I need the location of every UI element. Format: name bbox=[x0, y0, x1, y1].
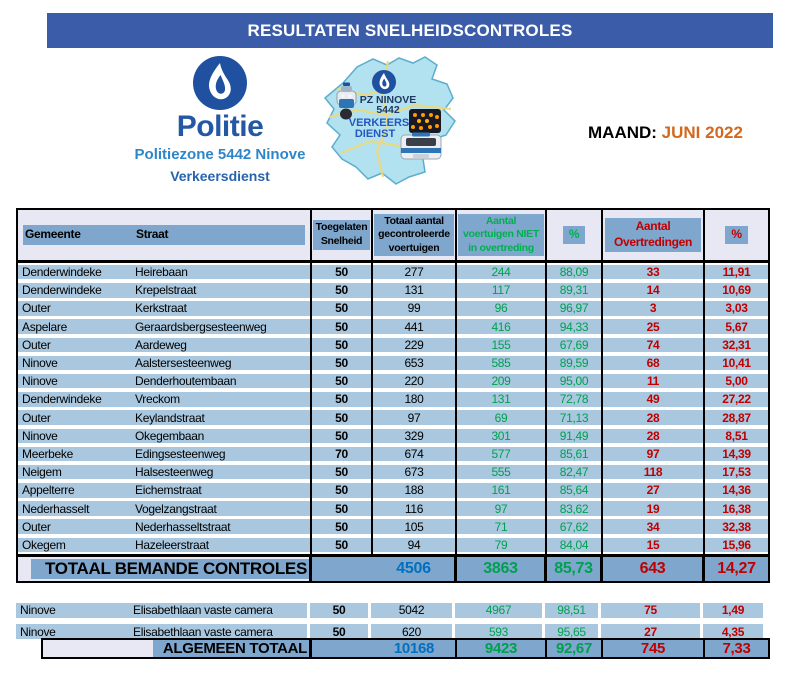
cell-snelheid: 50 bbox=[312, 283, 371, 298]
map-label-dienst: DIENST bbox=[354, 128, 396, 140]
cell-pct-niet: 94,33 bbox=[547, 319, 601, 334]
cell-pct-overtredingen: 11,91 bbox=[705, 265, 768, 280]
bemande-pct-overtredingen-value: 14,27 bbox=[705, 557, 768, 581]
cell-niet-overtreding: 71 bbox=[457, 519, 545, 534]
header-pct-overtredingen: % bbox=[705, 210, 768, 260]
table-row bbox=[18, 390, 768, 408]
cell-straat: Keylandstraat bbox=[135, 410, 205, 425]
cell-pct-niet: 89,59 bbox=[547, 356, 601, 371]
table-body bbox=[18, 263, 768, 554]
cell-overtredingen: 75 bbox=[601, 603, 700, 618]
cell-niet-overtreding: 593 bbox=[455, 624, 542, 639]
bemande-total-label: TOTAAL BEMANDE CONTROLES bbox=[31, 559, 309, 579]
cell-pct-overtredingen: 17,53 bbox=[705, 465, 768, 480]
cell-snelheid: 50 bbox=[312, 392, 371, 407]
cell-pct-overtredingen: 1,49 bbox=[703, 603, 763, 618]
cell-snelheid: 50 bbox=[312, 501, 371, 516]
cell-pct-niet: 82,47 bbox=[547, 465, 601, 480]
period-value: JUNI 2022 bbox=[661, 123, 743, 142]
map-label-pz: PZ NINOVE bbox=[359, 94, 417, 106]
cell-straat: Aardeweg bbox=[135, 337, 187, 352]
table-row bbox=[18, 318, 768, 336]
cell-pct-overtredingen: 32,38 bbox=[705, 519, 768, 534]
cell-gemeente: Denderwindeke bbox=[22, 392, 102, 407]
cell-gemeente: Ninove bbox=[22, 428, 58, 443]
cell-straat: Krepelstraat bbox=[135, 283, 197, 298]
cell-pct-niet: 91,49 bbox=[547, 429, 601, 444]
table-row bbox=[18, 263, 768, 281]
cell-snelheid: 50 bbox=[312, 410, 371, 425]
cell-niet-overtreding: 244 bbox=[457, 265, 545, 280]
cell-pct-overtredingen: 3,03 bbox=[705, 301, 768, 316]
cell-overtredingen: 118 bbox=[603, 465, 703, 480]
cell-straat: Heirebaan bbox=[135, 265, 188, 280]
cell-gemeente: Appelterre bbox=[22, 483, 75, 498]
cell-niet-overtreding: 4967 bbox=[455, 603, 542, 618]
cell-pct-overtredingen: 10,41 bbox=[705, 356, 768, 371]
cell-totaal: 188 bbox=[373, 483, 455, 498]
cell-gemeente: Ninove bbox=[20, 603, 56, 617]
header-pct-niet: % bbox=[547, 210, 603, 260]
cell-overtredingen: 34 bbox=[603, 519, 703, 534]
cell-totaal: 5042 bbox=[371, 603, 452, 618]
cell-niet-overtreding: 117 bbox=[457, 283, 545, 298]
cell-gemeente: Okegem bbox=[22, 537, 66, 552]
table-row bbox=[18, 427, 768, 445]
cell-gemeente: Denderwindeke bbox=[22, 283, 102, 298]
header-aantal-overtredingen: Aantal Overtredingen bbox=[603, 210, 705, 260]
bemande-total-label-cell bbox=[18, 557, 312, 581]
cell-straat: Eichemstraat bbox=[135, 483, 202, 498]
cell-pct-overtredingen: 16,38 bbox=[705, 501, 768, 516]
cell-snelheid: 50 bbox=[312, 538, 371, 553]
table-header-row bbox=[18, 210, 768, 263]
cell-straat: Elisabethlaan vaste camera bbox=[133, 624, 273, 639]
cell-pct-niet: 67,69 bbox=[547, 338, 601, 353]
cell-pct-niet: 95,65 bbox=[545, 624, 598, 639]
cell-snelheid: 70 bbox=[312, 447, 371, 462]
cell-niet-overtreding: 155 bbox=[457, 338, 545, 353]
bemande-niet-value: 3863 bbox=[457, 557, 547, 581]
cell-straat: Elisabethlaan vaste camera bbox=[133, 603, 273, 617]
algemeen-empty-cell bbox=[312, 640, 373, 657]
cell-pct-overtredingen: 27,22 bbox=[705, 392, 768, 407]
cell-pct-overtredingen: 4,35 bbox=[703, 624, 763, 639]
cell-totaal: 94 bbox=[373, 538, 455, 553]
table-row bbox=[18, 409, 768, 427]
cell-overtredingen: 14 bbox=[603, 283, 703, 298]
cell-straat: Aalstersesteenweg bbox=[135, 356, 232, 371]
cell-totaal: 620 bbox=[371, 624, 452, 639]
algemeen-niet-value: 9423 bbox=[457, 640, 547, 657]
cell-overtredingen: 33 bbox=[603, 265, 703, 280]
cell-straat: Denderhoutembaan bbox=[135, 374, 237, 389]
bemande-total-row bbox=[18, 554, 768, 581]
cell-overtredingen: 49 bbox=[603, 392, 703, 407]
results-table bbox=[16, 208, 770, 583]
algemeen-pct-niet-value: 92,67 bbox=[547, 640, 603, 657]
cell-pct-overtredingen: 28,87 bbox=[705, 410, 768, 425]
header-gemeente: Gemeente bbox=[25, 227, 81, 242]
map-label-verkeers: VERKEERS bbox=[348, 117, 410, 129]
cell-pct-niet: 89,31 bbox=[547, 283, 601, 298]
header-niet-in-overtreding: Aantal voertuigen NIET in overtreding bbox=[457, 210, 547, 260]
cell-straat: Nederhasseltstraat bbox=[135, 519, 231, 534]
cell-straat: Vreckom bbox=[135, 392, 180, 407]
cell-pct-niet: 84,04 bbox=[547, 538, 601, 553]
header-gemeente-straat bbox=[18, 210, 312, 260]
algemeen-total-label: ALGEMEEN TOTAAL bbox=[153, 640, 309, 657]
cell-pct-niet: 85,64 bbox=[547, 483, 601, 498]
cell-pct-overtredingen: 14,39 bbox=[705, 447, 768, 462]
cell-pct-niet: 98,51 bbox=[545, 603, 598, 618]
bemande-totaal-value: 4506 bbox=[373, 557, 457, 581]
cell-overtredingen: 27 bbox=[603, 483, 703, 498]
brand-department: Verkeersdienst bbox=[170, 168, 270, 184]
brand-zone: Politiezone 5442 Ninove bbox=[134, 146, 306, 163]
cell-overtredingen: 27 bbox=[601, 624, 700, 639]
cell-straat: Geraardsbergsesteenweg bbox=[135, 319, 267, 334]
police-car-image bbox=[401, 133, 441, 160]
cell-niet-overtreding: 79 bbox=[457, 538, 545, 553]
cell-gemeente: Outer bbox=[22, 337, 51, 352]
cell-pct-niet: 71,13 bbox=[547, 410, 601, 425]
cell-straat: Okegembaan bbox=[135, 428, 205, 443]
cell-gemeente: Denderwindeke bbox=[22, 265, 102, 280]
cell-gemeente: Meerbeke bbox=[22, 446, 73, 461]
cell-gemeente: Ninove bbox=[20, 624, 56, 639]
cell-snelheid: 50 bbox=[310, 624, 368, 639]
table-row bbox=[18, 354, 768, 372]
cell-gemeente: Neigem bbox=[22, 465, 62, 480]
cell-overtredingen: 15 bbox=[603, 538, 703, 553]
cell-snelheid: 50 bbox=[312, 483, 371, 498]
cell-overtredingen: 11 bbox=[603, 374, 703, 389]
cell-straat: Edingsesteenweg bbox=[135, 446, 226, 461]
cell-niet-overtreding: 161 bbox=[457, 483, 545, 498]
cell-overtredingen: 28 bbox=[603, 410, 703, 425]
cell-straat: Halsesteenweg bbox=[135, 465, 214, 480]
cell-pct-niet: 96,97 bbox=[547, 301, 601, 316]
brand-name: Politie bbox=[176, 110, 264, 143]
table-row bbox=[18, 481, 768, 499]
cell-snelheid: 50 bbox=[312, 265, 371, 280]
table-row bbox=[16, 601, 770, 619]
speed-sign-matrix-image bbox=[409, 109, 441, 133]
cell-totaal: 653 bbox=[373, 356, 455, 371]
cell-snelheid: 50 bbox=[312, 338, 371, 353]
header-totaal-gecontroleerd: Totaal aantal gecontroleerde voertuigen bbox=[373, 210, 457, 260]
algemeen-overtredingen-value: 745 bbox=[603, 640, 705, 657]
cell-totaal: 131 bbox=[373, 283, 455, 298]
bemande-pct-niet-value: 85,73 bbox=[547, 557, 603, 581]
cell-niet-overtreding: 69 bbox=[457, 410, 545, 425]
table-row bbox=[18, 499, 768, 517]
cell-overtredingen: 68 bbox=[603, 356, 703, 371]
table-row bbox=[18, 281, 768, 299]
cell-gemeente: Ninove bbox=[22, 356, 58, 371]
cell-niet-overtreding: 97 bbox=[457, 501, 545, 516]
bemande-empty-cell bbox=[312, 557, 373, 581]
cell-overtredingen: 19 bbox=[603, 501, 703, 516]
cell-straat: Hazeleerstraat bbox=[135, 537, 209, 552]
cell-totaal: 99 bbox=[373, 301, 455, 316]
cell-niet-overtreding: 96 bbox=[457, 301, 545, 316]
cell-overtredingen: 3 bbox=[603, 301, 703, 316]
cell-snelheid: 50 bbox=[312, 519, 371, 534]
table-row bbox=[18, 463, 768, 481]
cell-totaal: 116 bbox=[373, 501, 455, 516]
cell-niet-overtreding: 131 bbox=[457, 392, 545, 407]
cell-gemeente: Nederhasselt bbox=[22, 501, 90, 516]
table-row bbox=[18, 518, 768, 536]
header-straat: Straat bbox=[136, 227, 169, 242]
cell-snelheid: 50 bbox=[312, 356, 371, 371]
cell-straat: Kerkstraat bbox=[135, 301, 187, 316]
period-label: MAAND: bbox=[588, 123, 657, 142]
ninove-map-image bbox=[313, 55, 463, 187]
cell-snelheid: 50 bbox=[312, 319, 371, 334]
table-row bbox=[18, 536, 768, 554]
page-title bbox=[47, 13, 773, 48]
cell-totaal: 329 bbox=[373, 429, 455, 444]
cell-totaal: 180 bbox=[373, 392, 455, 407]
map-label-5442: 5442 bbox=[376, 104, 400, 116]
period bbox=[588, 123, 783, 143]
cell-snelheid: 50 bbox=[312, 301, 371, 316]
cell-totaal: 220 bbox=[373, 374, 455, 389]
cell-totaal: 229 bbox=[373, 338, 455, 353]
cell-pct-overtredingen: 8,51 bbox=[705, 429, 768, 444]
algemeen-pct-overtredingen-value: 7,33 bbox=[705, 640, 768, 657]
page-title-text: RESULTATEN SNELHEIDSCONTROLES bbox=[247, 20, 573, 40]
cell-snelheid: 50 bbox=[310, 603, 368, 618]
cell-pct-niet: 95,00 bbox=[547, 374, 601, 389]
header-toegelaten-snelheid: Toegelaten Snelheid bbox=[312, 210, 373, 260]
cell-totaal: 673 bbox=[373, 465, 455, 480]
pz-badge bbox=[372, 70, 396, 94]
cell-niet-overtreding: 577 bbox=[457, 447, 545, 462]
cell-pct-overtredingen: 14,36 bbox=[705, 483, 768, 498]
algemeen-total-label-cell bbox=[43, 640, 312, 657]
cell-niet-overtreding: 416 bbox=[457, 319, 545, 334]
camera-rows bbox=[16, 601, 770, 641]
table-row bbox=[18, 372, 768, 390]
cell-niet-overtreding: 555 bbox=[457, 465, 545, 480]
cell-pct-overtredingen: 5,00 bbox=[705, 374, 768, 389]
cell-totaal: 277 bbox=[373, 265, 455, 280]
cell-niet-overtreding: 209 bbox=[457, 374, 545, 389]
cell-gemeente: Outer bbox=[22, 519, 51, 534]
cell-pct-niet: 67,62 bbox=[547, 519, 601, 534]
cell-totaal: 441 bbox=[373, 319, 455, 334]
politie-logo-icon bbox=[193, 56, 247, 110]
cell-pct-overtredingen: 15,96 bbox=[705, 538, 768, 553]
algemeen-totaal-value: 10168 bbox=[373, 640, 457, 657]
cell-overtredingen: 97 bbox=[603, 447, 703, 462]
cell-overtredingen: 74 bbox=[603, 338, 703, 353]
table-row bbox=[18, 336, 768, 354]
cell-pct-overtredingen: 10,69 bbox=[705, 283, 768, 298]
cell-pct-overtredingen: 5,67 bbox=[705, 319, 768, 334]
cell-overtredingen: 28 bbox=[603, 429, 703, 444]
cell-niet-overtreding: 585 bbox=[457, 356, 545, 371]
cell-snelheid: 50 bbox=[312, 374, 371, 389]
cell-gemeente: Outer bbox=[22, 410, 51, 425]
cell-overtredingen: 25 bbox=[603, 319, 703, 334]
cell-straat: Vogelzangstraat bbox=[135, 501, 217, 516]
cell-pct-niet: 72,78 bbox=[547, 392, 601, 407]
algemeen-total-row bbox=[41, 638, 770, 659]
cell-totaal: 97 bbox=[373, 410, 455, 425]
cell-gemeente: Ninove bbox=[22, 374, 58, 389]
cell-gemeente: Aspelare bbox=[22, 319, 67, 334]
bemande-overtredingen-value: 643 bbox=[603, 557, 705, 581]
cell-pct-niet: 83,62 bbox=[547, 501, 601, 516]
cell-totaal: 105 bbox=[373, 519, 455, 534]
cell-snelheid: 50 bbox=[312, 429, 371, 444]
table-row bbox=[18, 445, 768, 463]
cell-pct-niet: 88,09 bbox=[547, 265, 601, 280]
cell-snelheid: 50 bbox=[312, 465, 371, 480]
cell-pct-overtredingen: 32,31 bbox=[705, 338, 768, 353]
table-row bbox=[18, 299, 768, 317]
cell-pct-niet: 85,61 bbox=[547, 447, 601, 462]
cell-gemeente: Outer bbox=[22, 301, 51, 316]
cell-totaal: 674 bbox=[373, 447, 455, 462]
cell-niet-overtreding: 301 bbox=[457, 429, 545, 444]
